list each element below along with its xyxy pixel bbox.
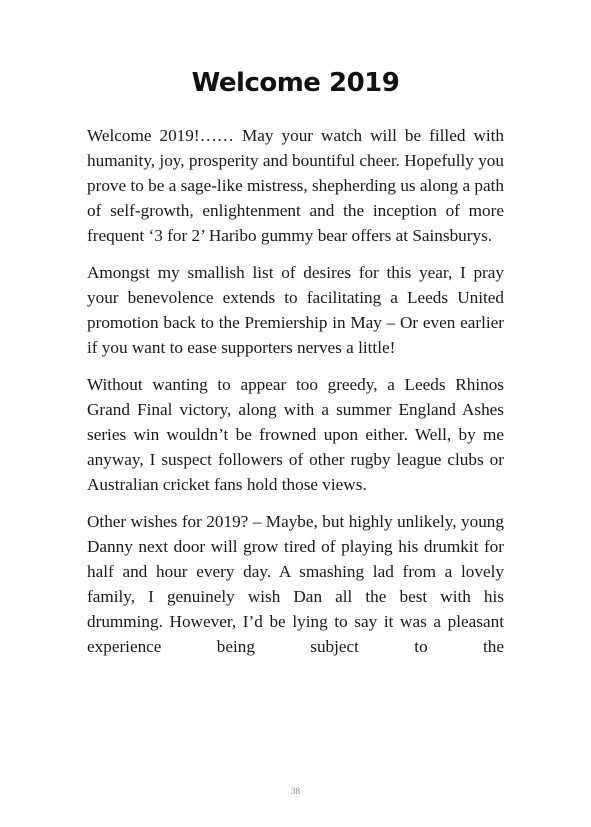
body-text bbox=[87, 123, 504, 671]
paragraph-4: Other wishes for 2019? – Maybe, but highly unlikely, young Danny next door will grow tired of playing his drumkit for half and hour every day. A smashing lad from a lovely family, I genuinely wish Dan all the best with his drumming. However, I’d be lying to say it was a pleasant experience being subject to the bbox=[87, 512, 504, 656]
paragraph-2: Amongst my smallish list of desires for this year, I pray your benevolence extends to facilitating a Leeds United promotion back to the Premiership in May – Or even earlier if you want to ease supporters nerves a little! bbox=[87, 263, 504, 357]
page-number: 38 bbox=[291, 786, 300, 796]
paragraph-3: Without wanting to appear too greedy, a Leeds Rhinos Grand Final victory, along with a summer England Ashes series win wouldn’t be frowned upon either. Well, by me anyway, I suspect followers of other rugby league clubs or Australian cricket fans hold those views. bbox=[87, 375, 504, 494]
paragraph-1: Welcome 2019!…… May your watch will be filled with humanity, joy, prosperity and bountiful cheer. Hopefully you prove to be a sage-like mistress, shepherding us along a path of self-growth, enlightenment and the inception of more frequent ‘3 for 2’ Haribo gummy bear offers at Sainsburys. bbox=[87, 126, 504, 245]
page-title: Welcome 2019 bbox=[191, 68, 400, 98]
